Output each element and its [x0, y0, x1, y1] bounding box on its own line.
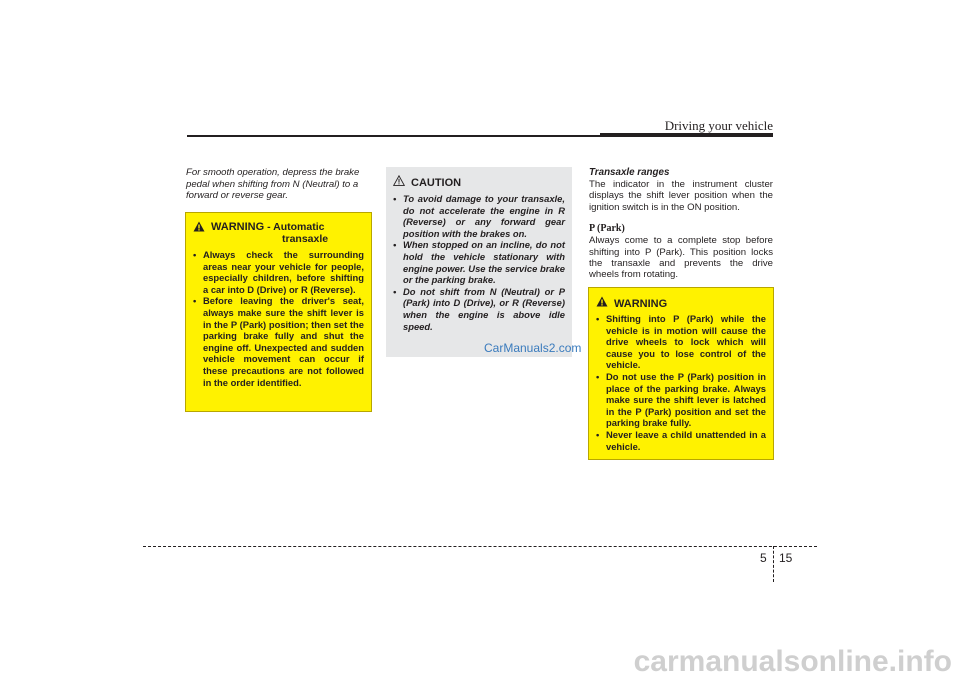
warning-triangle-icon: [193, 221, 205, 232]
footer-divider: [773, 546, 774, 582]
park-title: P (Park): [589, 223, 625, 235]
intro-paragraph: For smooth operation, depress the brake pedal when shifting from N (Neutral) to a forward or reverse gear.: [186, 167, 360, 202]
caution-label: CAUTION: [411, 177, 462, 189]
chapter-number: 5: [760, 551, 767, 565]
transaxle-ranges-heading: Transaxle ranges: [589, 167, 670, 178]
park-paragraph: Always come to a complete stop before shifting into P (Park). This position locks the transaxle and prevents the drive wheels from rotating.: [589, 235, 773, 281]
caution-box: [386, 167, 572, 357]
list-item: • Do not use the P (Park) position in place of the parking brake. Always make sure the shift lever is latched in the P (Park) position and set the parking brake fully.: [596, 371, 766, 429]
page-number: 15: [779, 551, 793, 565]
warning-automatic-suffix2: transaxle: [282, 233, 329, 245]
list-item: • To avoid damage to your transaxle, do not accelerate the engine in R (Reverse) or any forward gear position with the brakes on.: [393, 193, 565, 239]
warning-park-label: WARNING: [614, 298, 668, 310]
footer-rule: [143, 546, 817, 547]
transaxle-ranges-section: [589, 167, 773, 291]
warning-triangle-icon: [596, 296, 608, 307]
transaxle-ranges-intro: The indicator in the instrument cluster displays the shift lever position when the ignition switch is in the ON position.: [589, 179, 773, 213]
list-item: • When stopped on an incline, do not hold the vehicle stationary with engine power. Use the service brake or the parking brake.: [393, 239, 565, 285]
caution-list: [393, 193, 565, 332]
warning-park-box: [588, 287, 774, 460]
page-header-title: Driving your vehicle: [664, 118, 773, 133]
caution-triangle-icon: [393, 175, 405, 186]
warning-automatic-header: [193, 221, 364, 245]
caution-header: [393, 175, 565, 189]
list-item: • Do not shift from N (Neutral) or P (Park) into D (Drive), or R (Reverse) when the engine is above idle speed.: [393, 286, 565, 332]
list-item: • Before leaving the driver's seat, always make sure the shift lever is in the P (Park) position; then set the parking brake fully and shut the engine off. Unexpected and sudden vehicle movement can occur if these precautions are not followed in the order identified.: [193, 295, 364, 388]
warning-park-list: [596, 313, 766, 452]
warning-automatic-label: WARNING: [211, 221, 265, 233]
warning-park-header: [596, 296, 766, 310]
header-rule-accent: [600, 133, 773, 137]
list-item: • Never leave a child unattended in a vehicle.: [596, 429, 766, 452]
list-item: • Shifting into P (Park) while the vehicle is in motion will cause the drive wheels to lock which will cause you to lose control of the vehicle.: [596, 313, 766, 371]
list-item: • Always check the surrounding areas near your vehicle for people, especially children, before shifting a car into D (Drive) or R (Reverse).: [193, 249, 364, 295]
warning-automatic-suffix: - Automatic: [264, 221, 325, 233]
carmanuals-watermark[interactable]: CarManuals2.com: [484, 341, 582, 355]
warning-automatic-box: [185, 212, 372, 412]
warning-automatic-list: [193, 249, 364, 388]
site-watermark: carmanualsonline.info: [633, 645, 952, 678]
